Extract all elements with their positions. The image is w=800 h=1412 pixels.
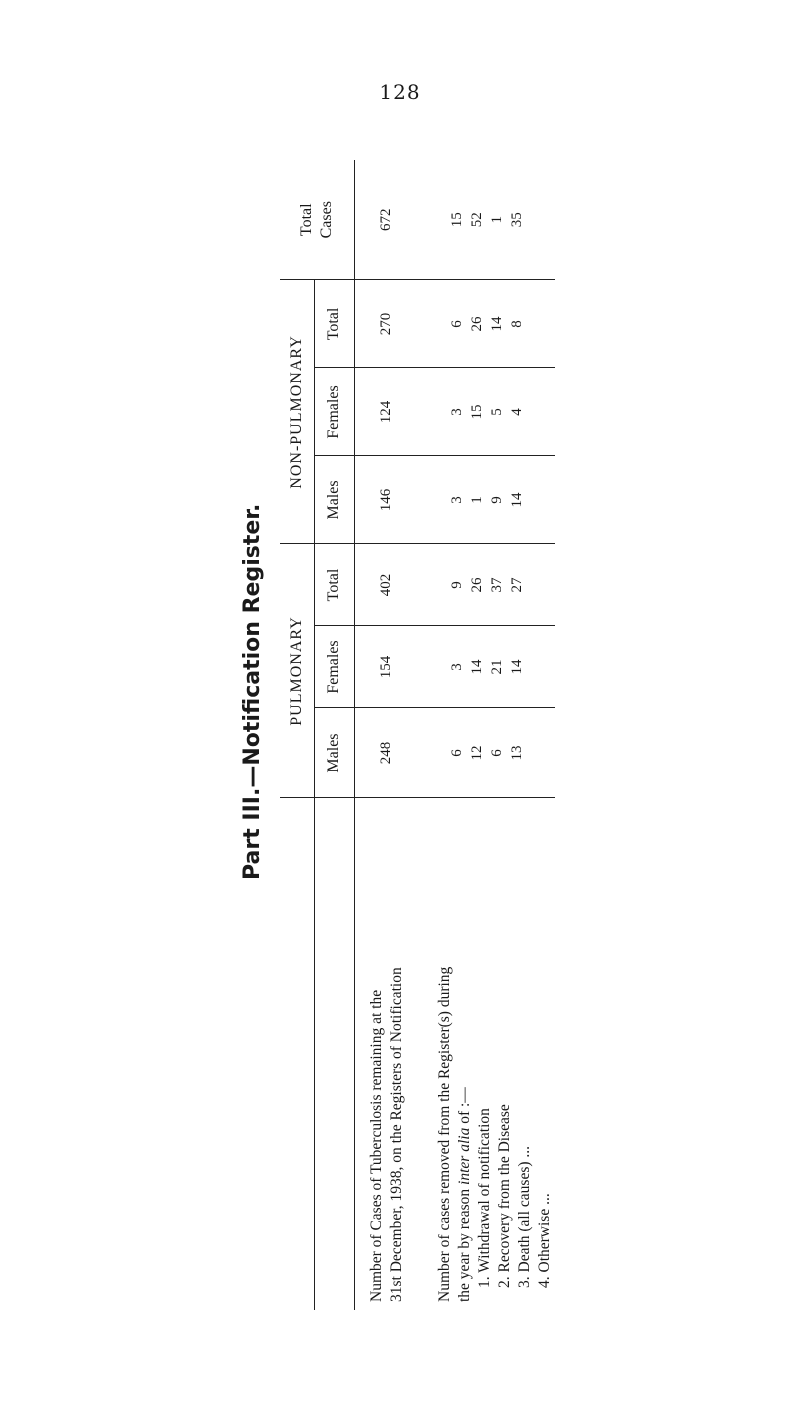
removal-reason-item: 1. Withdrawal of notification — [476, 1108, 493, 1288]
total-cases-header: Total Cases — [280, 160, 354, 280]
table-row — [354, 160, 419, 1310]
non-pulmonary-total-header: Total — [314, 280, 354, 368]
header-spacer — [280, 798, 314, 1310]
page-title: Part III.—Notification Register. — [240, 503, 265, 880]
removal-reason-item: 4. Otherwise ... — [536, 1193, 553, 1288]
cell-non-pulmonary-total: 6 26 14 8 — [419, 280, 555, 368]
cell-non-pulmonary-males: 146 — [354, 456, 419, 544]
non-pulmonary-males-header: Males — [314, 456, 354, 544]
notification-register-table — [280, 160, 555, 1310]
removal-reason-item: 3. Death (all causes) ... — [516, 1145, 533, 1288]
column-header-row — [314, 160, 354, 1310]
pulmonary-males-header: Males — [314, 708, 354, 798]
cell-pulmonary-total: 9 26 37 27 — [419, 544, 555, 626]
removal-reason-item: 2. Recovery from the Disease — [496, 1104, 513, 1288]
group-header-row — [280, 160, 314, 1310]
notification-register-table-wrapper — [280, 160, 555, 1310]
non-pulmonary-females-header: Females — [314, 368, 354, 456]
header-spacer — [314, 798, 354, 1310]
cell-non-pulmonary-females: 124 — [354, 368, 419, 456]
page-number: 128 — [379, 80, 421, 104]
pulmonary-total-header: Total — [314, 544, 354, 626]
table-row — [419, 160, 555, 1310]
cell-non-pulmonary-males: 3 1 9 14 — [419, 456, 555, 544]
non-pulmonary-group-header: NON-PULMONARY — [280, 280, 314, 544]
cell-pulmonary-males: 248 — [354, 708, 419, 798]
pulmonary-females-header: Females — [314, 626, 354, 708]
cell-pulmonary-total: 402 — [354, 544, 419, 626]
cell-non-pulmonary-total: 270 — [354, 280, 419, 368]
cell-total-cases: 672 — [354, 160, 419, 280]
cell-pulmonary-females: 3 14 21 14 — [419, 626, 555, 708]
pulmonary-group-header: PULMONARY — [280, 544, 314, 798]
row-label-remaining: Number of Cases of Tuberculosis remaining at the 31st December, 1938, on the Registers of Notification — [367, 967, 405, 1302]
cell-pulmonary-males: 6 12 6 13 — [419, 708, 555, 798]
cell-non-pulmonary-females: 3 15 5 4 — [419, 368, 555, 456]
row-label-removed: Number of cases removed from the Register(s) during the year by reason inter alia of :— 1. Withdrawal of notification 2. Recovery from the Disease 3. Death (all causes) ... 4. Otherwise ... — [419, 798, 555, 1310]
cell-total-cases: 15 52 1 35 — [419, 160, 555, 280]
cell-pulmonary-females: 154 — [354, 626, 419, 708]
